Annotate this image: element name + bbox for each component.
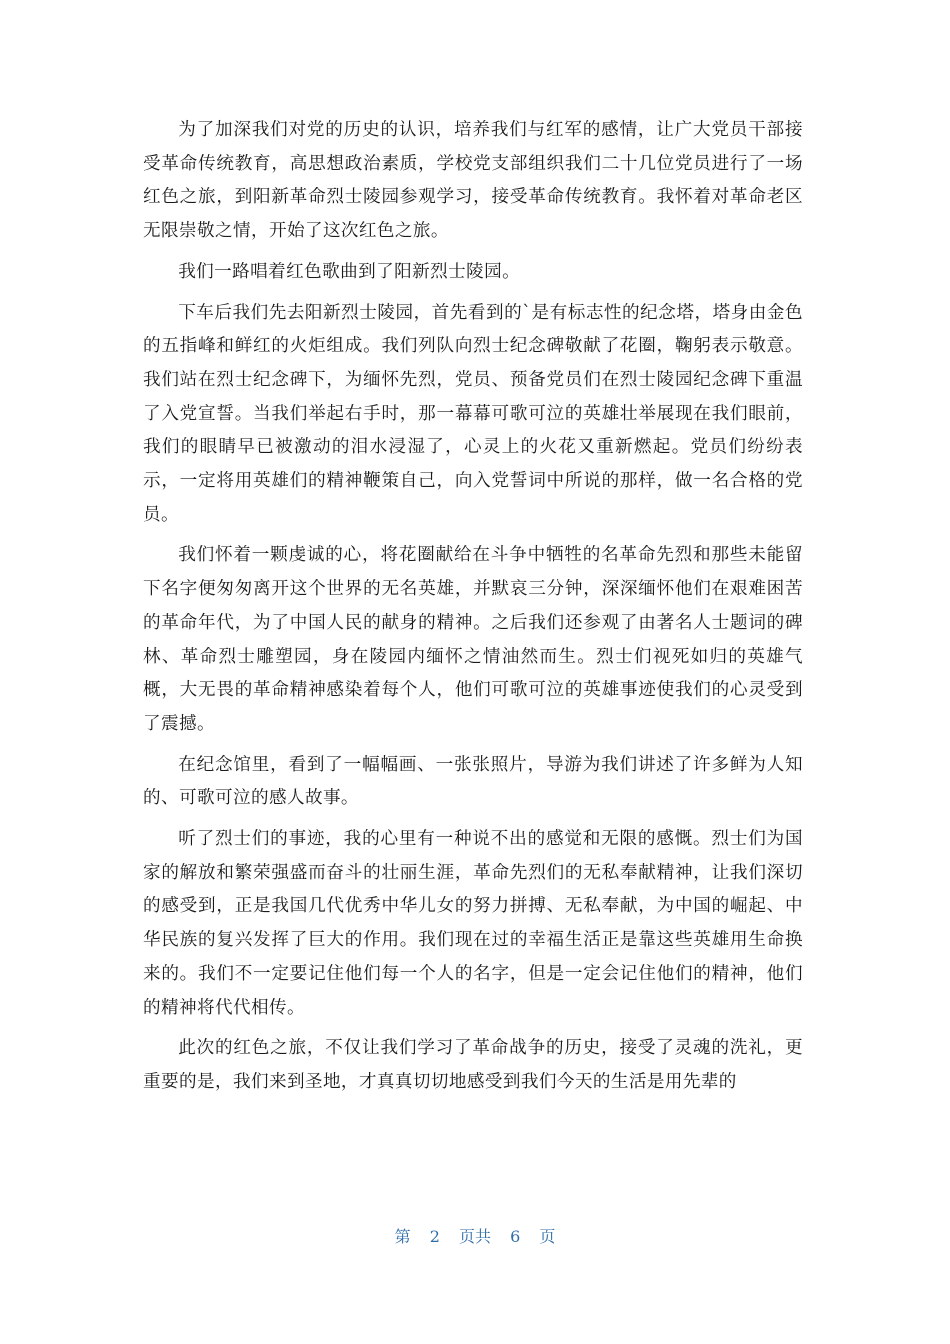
paragraph-1: 为了加深我们对党的历史的认识，培养我们与红军的感情，让广大党员干部接受革命传统教育，高思想政治素质，学校党支部组织我们二十几位党员进行了一场红色之旅，到阳新革命烈士陵园参观学习，接受革命传统教育。我怀着对革命老区无限崇敬之情，开始了这次红色之旅。 — [143, 120, 803, 242]
page-footer — [0, 1224, 950, 1247]
footer-suffix: 页 — [539, 1227, 556, 1246]
paragraph-3: 下车后我们先去阳新烈士陵园，首先看到的`是有标志性的纪念塔，塔身由金色的五指峰和鲜红的火炬组成。我们列队向烈士纪念碑敬献了花圈，鞠躬表示敬意。我们站在烈士纪念碑下，为缅怀先烈，党员、预备党员们在烈士陵园纪念碑下重温了入党宣誓。当我们举起右手时，那一幕幕可歌可泣的英雄壮举展现在我们眼前，我们的眼睛早已被激动的泪水浸湿了，心灵上的火花又重新燃起。党员们纷纷表示，一定将用英雄们的精神鞭策自己，向入党誓词中所说的那样，做一名合格的党员。 — [143, 302, 803, 525]
footer-middle: 页共 — [458, 1227, 491, 1246]
paragraph-2: 我们一路唱着红色歌曲到了阳新烈士陵园。 — [178, 261, 521, 282]
total-pages-number: 6 — [510, 1227, 521, 1246]
current-page-number: 2 — [429, 1227, 440, 1246]
paragraph-4: 我们怀着一颗虔诚的心，将花圈献给在斗争中牺牲的名革命先烈和那些未能留下名字便匆匆离开这个世界的无名英雄，并默哀三分钟，深深缅怀他们在艰难困苦的革命年代，为了中国人民的献身的精神。之后我们还参观了由著名人士题词的碑林、革命烈士雕塑园，身在陵园内缅怀之情油然而生。烈士们视死如归的英雄气概，大无畏的革命精神感染着每个人，他们可歌可泣的英雄事迹使我们的心灵受到了震撼。 — [143, 545, 803, 734]
paragraph-7: 此次的红色之旅，不仅让我们学习了革命战争的历史，接受了灵魂的洗礼，更重要的是，我们来到圣地，才真真切切地感受到我们今天的生活是用先辈的 — [143, 1038, 803, 1092]
footer-prefix: 第 — [394, 1227, 411, 1246]
paragraph-5: 在纪念馆里，看到了一幅幅画、一张张照片，导游为我们讲述了许多鲜为人知的、可歌可泣的感人故事。 — [143, 754, 803, 809]
document-body — [143, 114, 803, 1107]
paragraph-6: 听了烈士们的事迹，我的心里有一种说不出的感觉和无限的感慨。烈士们为国家的解放和繁荣强盛而奋斗的壮丽生涯，革命先烈们的无私奉献精神，让我们深切的感受到，正是我国几代优秀中华儿女的努力拼搏、无私奉献，为中国的崛起、中华民族的复兴发挥了巨大的作用。我们现在过的幸福生活正是靠这些英雄用生命换来的。我们不一定要记住他们每一个人的名字，但是一定会记住他们的精神，他们的精神将代代相传。 — [143, 829, 803, 1018]
